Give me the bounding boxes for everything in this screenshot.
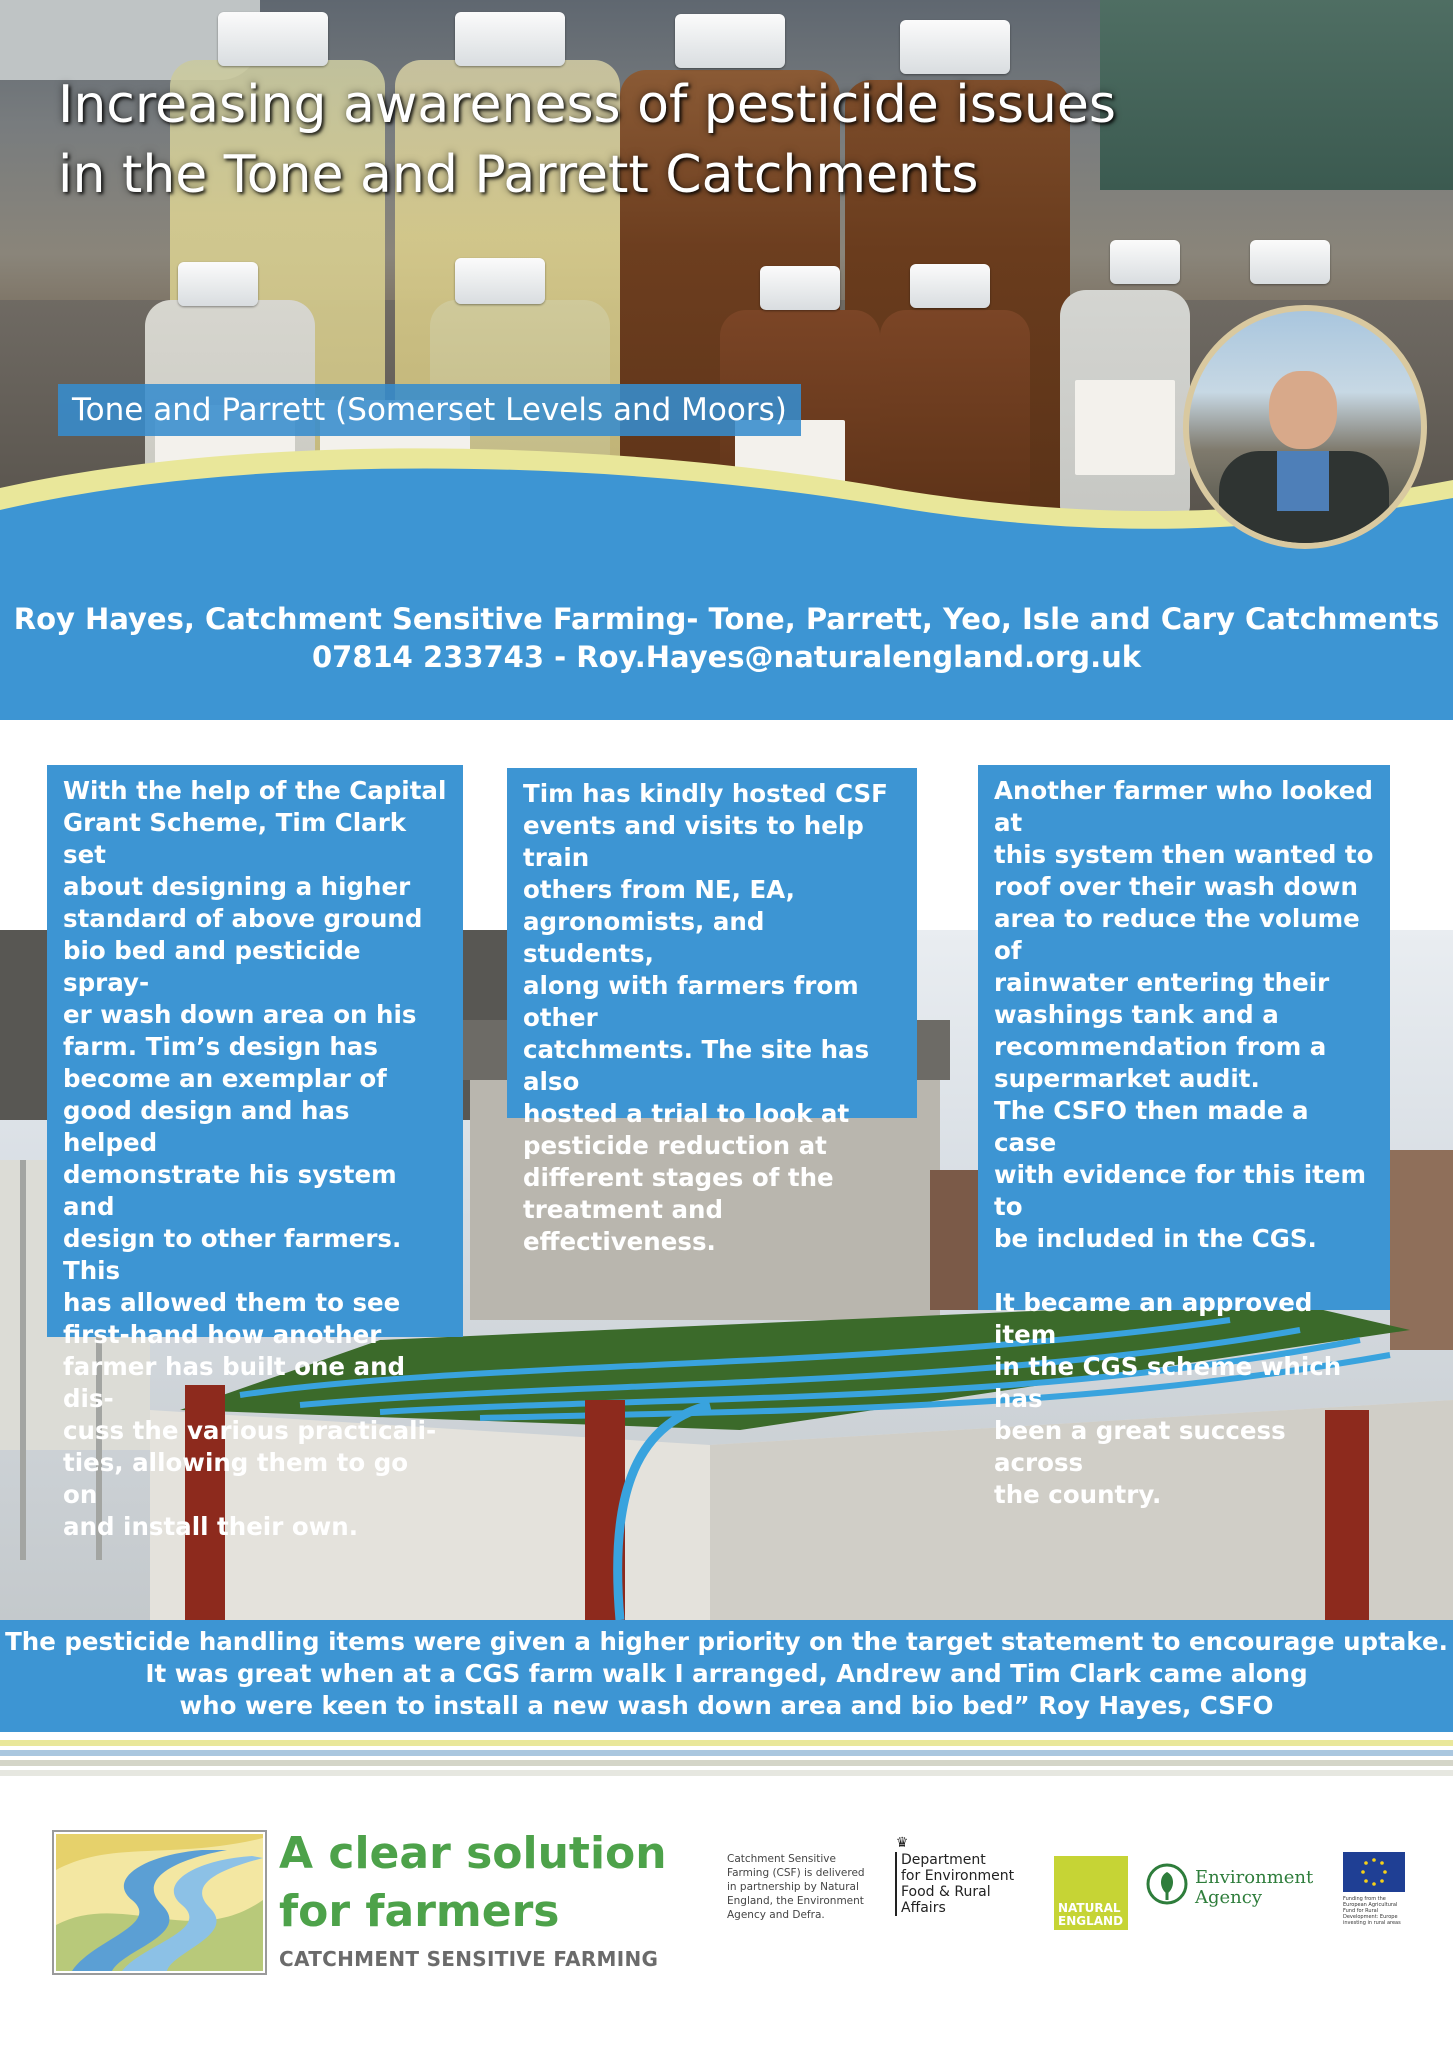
text-line: catchments. The site has also [523, 1035, 870, 1096]
text-line: er wash down area on his [63, 1000, 417, 1029]
ea-line: Environment [1195, 1867, 1314, 1888]
footer-stripe [0, 1740, 1453, 1746]
text-line: farm. Tim’s design has [63, 1032, 378, 1061]
text-line: good design and has helped [63, 1096, 350, 1157]
bottle-cap [910, 264, 990, 308]
text-line: the country. [994, 1480, 1162, 1509]
text-line: recommendation from a [994, 1032, 1327, 1061]
text-line: different stages of the [523, 1163, 834, 1192]
title-line-2: in the Tone and Parrett Catchments [58, 145, 979, 205]
footer-stripe [0, 1770, 1453, 1776]
quote-line-2: It was great when at a CGS farm walk I arranged, Andrew and Tim Clark came along [145, 1659, 1308, 1688]
ea-line: Agency [1195, 1887, 1263, 1908]
text-line: With the help of the Capital [63, 776, 447, 805]
text-line: ties, allowing them to go on [63, 1448, 409, 1509]
ne-line: ENGLAND [1058, 1914, 1124, 1928]
text-line: roof over their wash down [994, 872, 1358, 901]
photo-hose [600, 1385, 720, 1620]
quote-line-3: who were keen to install a new wash down area and bio bed” Roy Hayes, CSFO [179, 1691, 1274, 1720]
slogan-line-2: for farmers [279, 1886, 560, 1937]
defra-logo [895, 1852, 1031, 1916]
eu-note: Funding from the European Agricultural Fund for Rural Development: Europe investing in rural areas [1343, 1896, 1401, 1926]
text-line: cuss the various practicali- [63, 1416, 437, 1445]
text-line: agronomists, and students, [523, 907, 765, 968]
bottle-cap [675, 14, 785, 68]
defra-line: Food & Rural Affairs [901, 1884, 991, 1916]
bottle-cap [178, 262, 258, 306]
text-line: Grant Scheme, Tim Clark set [63, 808, 407, 869]
text-line: first-hand how another [63, 1320, 382, 1349]
text-line: Another farmer who looked at [994, 776, 1373, 837]
program-name: CATCHMENT SENSITIVE FARMING [279, 1947, 659, 1971]
portrait-face [1269, 371, 1337, 449]
text-line: and install their own. [63, 1512, 359, 1541]
eu-funding-logo [1343, 1852, 1405, 1926]
text-line: along with farmers from other [523, 971, 859, 1032]
contact-details[interactable]: 07814 233743 - Roy.Hayes@naturalengland.org.uk [311, 640, 1142, 674]
environment-agency-icon [1145, 1862, 1189, 1906]
location-tag: Tone and Parrett (Somerset Levels and Moors) [58, 384, 801, 436]
bottle-cap [455, 12, 565, 66]
ne-line: NATURAL [1058, 1901, 1121, 1915]
bottle-cap [1250, 240, 1330, 284]
footer-stripe [0, 1760, 1453, 1766]
text-line: others from NE, EA, [523, 875, 795, 904]
environment-agency-logo [1195, 1868, 1365, 1908]
partnership-note: Catchment Sensitive Farming (CSF) is delivered in partnership by Natural England, the Environment Agency and Defra. [727, 1853, 865, 1921]
text-line: been a great success across [994, 1416, 1286, 1477]
contact-portrait [1183, 305, 1427, 549]
defra-line: Department [901, 1852, 986, 1868]
text-line: has allowed them to see [63, 1288, 401, 1317]
text-line: treatment and effectiveness. [523, 1195, 723, 1256]
text-line: It became an approved item [994, 1288, 1313, 1349]
text-line: supermarket audit. [994, 1064, 1260, 1093]
slogan-line-1: A clear solution [279, 1828, 667, 1879]
defra-line: for Environment [901, 1868, 1015, 1884]
quote-line-1: The pesticide handling items were given a higher priority on the target statement to encourage uptake. [5, 1627, 1448, 1656]
footer-stripe [0, 1750, 1453, 1756]
text-line: bio bed and pesticide spray- [63, 936, 361, 997]
crown-icon: ♛ [895, 1835, 909, 1851]
text-line: hosted a trial to look at [523, 1099, 850, 1128]
page-title [58, 70, 1278, 210]
text-line: in the CGS scheme which has [994, 1352, 1342, 1413]
bottle-cap [760, 266, 840, 310]
text-line: area to reduce the volume of [994, 904, 1360, 965]
text-line: about designing a higher [63, 872, 411, 901]
natural-england-logo [1054, 1856, 1128, 1930]
text-line: The CSFO then made a case [994, 1096, 1309, 1157]
portrait-shirt [1277, 451, 1329, 511]
text-line [994, 1255, 1374, 1287]
text-line: become an exemplar of [63, 1064, 387, 1093]
csf-logo-icon [52, 1830, 267, 1975]
text-line: standard of above ground [63, 904, 423, 933]
slogan [279, 1825, 667, 1941]
title-line-1: Increasing awareness of pesticide issues [58, 75, 1116, 135]
bottle-cap [218, 12, 328, 66]
text-line: rainwater entering their [994, 968, 1330, 997]
text-box-left [47, 765, 463, 1541]
text-line: demonstrate his system and [63, 1160, 397, 1221]
text-line: with evidence for this item to [994, 1160, 1366, 1221]
contact-name: Roy Hayes, Catchment Sensitive Farming- Tone, Parrett, Yeo, Isle and Cary Catchments [13, 602, 1440, 636]
text-box-middle [507, 768, 917, 1256]
bottle-cap [455, 258, 545, 304]
bottle-cap [900, 20, 1010, 74]
bottle-cap [1110, 240, 1180, 284]
text-line: farmer has built one and dis- [63, 1352, 406, 1413]
text-line: design to other farmers. This [63, 1224, 402, 1285]
text-line: be included in the CGS. [994, 1224, 1317, 1253]
text-line: events and visits to help train [523, 811, 864, 872]
text-line: pesticide reduction at [523, 1131, 827, 1160]
contact-block [0, 600, 1453, 676]
text-line: Tim has kindly hosted CSF [523, 779, 888, 808]
text-line: this system then wanted to [994, 840, 1374, 869]
eu-flag-icon [1343, 1852, 1405, 1892]
text-box-right [978, 765, 1390, 1509]
text-line: washings tank and a [994, 1000, 1279, 1029]
quote-banner [0, 1620, 1453, 1732]
